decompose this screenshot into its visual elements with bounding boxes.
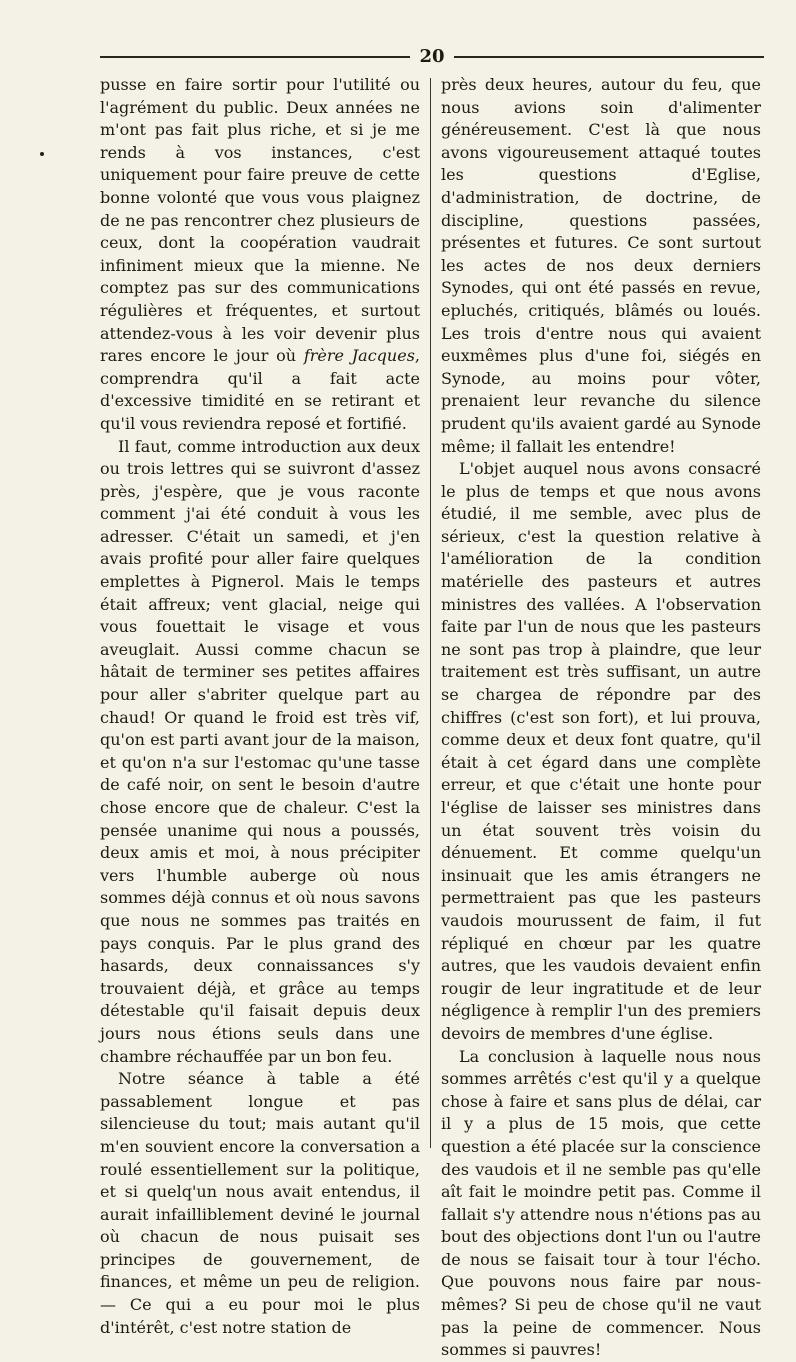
- text-run: L'objet auquel nous avons consacré le plus de temps et que nous avons étudié, il me semble, avec plus de sérieux, c'est la question relative à l'amélioration de la condition matérielle des pasteurs et autres ministres des vallées. A l'observation faite par l'un de nous que les pasteurs ne sont pas trop à plaindre, que leur traitement est très suffisant, un autre se chargea de répondre par des chiffres (c'est son fort), et lui prouva, comme deux et deux font quatre, qu'il était à cet égard dans une complète erreur, et que c'était une honte pour l'église de laisser ses ministres dans un état souvent très voisin du dénuement. Et comme quelqu'un insinuait que les amis étrangers ne permettraient pas que les pasteurs vaudois mourussent de faim, il fut répliqué en chœur par les quatre autres, que les vaudois devaient enfin rougir de leur ingratitude et de leur négligence à remplir l'un des premiers devoirs de membres d'une église.: [441, 459, 761, 1043]
- ink-speck: [40, 152, 44, 156]
- text-run: La conclusion à laquelle nous nous sommes arrêtés c'est qu'il y a quelque chose à faire et sans plus de délai, car il y a plus de 15 mois, que cette question a été placée sur la conscience des vaudois et il ne semble pas qu'elle aît fait le moindre petit pas. Comme il fallait s'y attendre nous n'étions pas au bout des objections dont l'un ou l'autre de nous se faisait tour à tour l'écho. Que pouvons nous faire par nous-mêmes? Si peu de chose qu'il ne vaut pas la peine de commencer. Nous sommes si pauvres!: [441, 1046, 761, 1360]
- right-column: [441, 74, 761, 1362]
- paragraph: [100, 1068, 420, 1339]
- text-run: pusse en faire sortir pour l'utilité ou l'agrément du public. Deux années ne m'ont pas fait plus riche, et si je me rends à vos instances, c'est uniquement pour faire preuve de cette bonne volonté que vous vous plaignez de ne pas rencontrer chez plusieurs de ceux, dont la coopération vaudrait infiniment mieux que la mienne. Ne comptez pas sur des communications régulières et fréquentes, et surtout attendez-vous à les voir devenir plus rares encore le jour où: [100, 75, 420, 366]
- text-run: Il faut, comme introduction aux deux ou trois lettres qui se suivront d'assez près, j'espère, que je vous raconte comment j'ai été conduit à vous les adresser. C'était un samedi, et j'en avais profité pour aller faire quelques emplettes à Pignerol. Mais le temps était affreux; vent glacial, neige qui vous fouettait le visage et vous aveuglait. Aussi comme chacun se hâtait de terminer ses petites affaires pour aller s'abriter quelque part au chaud! Or quand le froid est très vif, qu'on est parti avant jour de la maison, et qu'on n'a sur l'estomac qu'une tasse de café noir, on sent le besoin d'autre chose encore que de chaleur. C'est la pensée unanime qui nous a poussés, deux amis et moi, à nous précipiter vers l'humble auberge où nous sommes déjà connus et où nous savons que nous ne sommes pas traités en pays conquis. Par le plus grand des hasards, deux connaissances s'y trouvaient déjà, et grâce au temps détestable qu'il faisait depuis deux jours nous étions seuls dans une chambre réchauffée par un bon feu.: [100, 436, 420, 1066]
- text-run: près deux heures, autour du feu, que nous avions soin d'alimenter généreusement. C'est là que nous avons vigoureusement attaqué toutes les questions d'Eglise, d'administration, de doctrine, de discipline, questions passées, présentes et futures. Ce sont surtout les actes de nos deux derniers Synodes, qui ont été passés en revue, epluchés, critiqués, blâmés ou loués. Les trois d'entre nous qui avaient euxmêmes plus d'une foi, siégés en Synode, au moins pour vôter, prenaient leur revanche du silence prudent qu'ils avaient gardé au Synode même; il fallait les entendre!: [441, 75, 761, 456]
- text-run: Notre séance à table a été passablement longue et pas silencieuse du tout; mais autant qu'il m'en souvient encore la conversation a roulé essentiellement sur la politique, et si quelq'un nous avait entendus, il aurait infailliblement deviné le journal où chacun de nous puisait ses principes de gouvernement, de finances, et même un peu de religion. — Ce qui a eu pour moi le plus d'intérêt, c'est notre station de: [100, 1069, 420, 1337]
- column-divider: [430, 78, 431, 1148]
- paragraph: [441, 458, 761, 1045]
- paragraph: [100, 436, 420, 1069]
- header-rule-left: [100, 56, 410, 58]
- left-column: [100, 74, 420, 1339]
- paragraph: [441, 1046, 761, 1362]
- page-number: 20: [419, 46, 445, 67]
- header-rule-right: [454, 56, 764, 58]
- paragraph: [100, 74, 420, 436]
- text-run: , comprendra qu'il a fait acte d'excessive timidité en se retirant et qu'il vous reviendra reposé et fortifié.: [100, 346, 421, 433]
- italic-text: frère Jacques: [303, 346, 415, 366]
- paragraph: [441, 74, 761, 458]
- page-header: [100, 44, 764, 70]
